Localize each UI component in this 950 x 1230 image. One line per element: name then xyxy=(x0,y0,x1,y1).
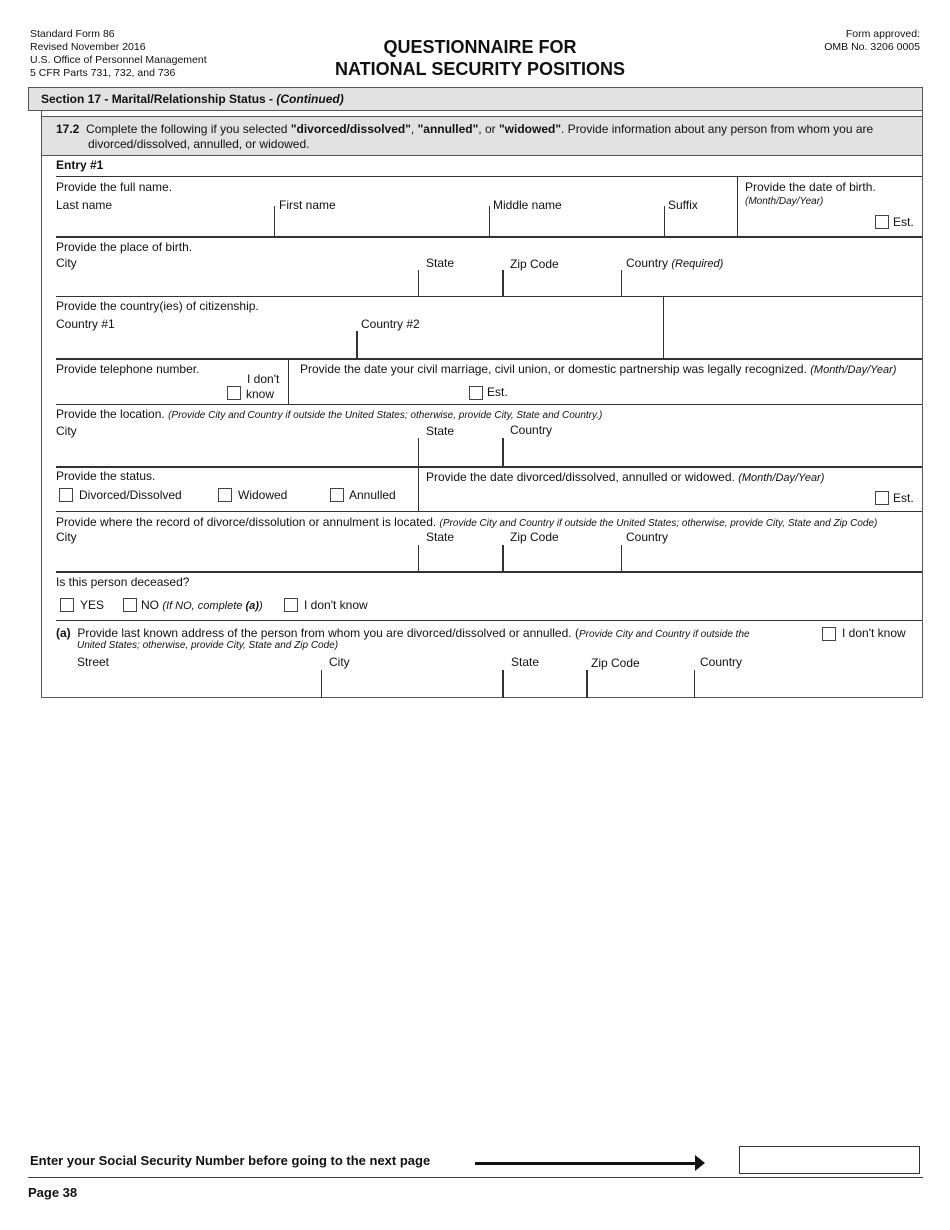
citizenship-prompt: Provide the country(ies) of citizenship. xyxy=(56,299,259,313)
location-country-input[interactable] xyxy=(504,440,922,466)
question-header: 17.2 Complete the following if you selected "divorced/dissolved", "annulled", or "widowed". Provide information about any person from whom you are divorced/dissolved, annulled, or widowed. xyxy=(42,116,922,156)
birth-country-label: Country (Required) xyxy=(626,256,724,270)
address-state-label: State xyxy=(511,655,540,669)
address-prompt: (a) Provide last known address of the person from whom you are divorced/dissolved or annulled. (Provide City and Country if outside the xyxy=(56,626,750,640)
birth-city-input[interactable] xyxy=(56,272,418,296)
birthplace-prompt: Provide the place of birth. xyxy=(56,240,193,254)
phone-input[interactable] xyxy=(56,378,224,404)
field-divider xyxy=(288,358,289,404)
row-divider xyxy=(56,358,922,360)
address-note: United States; otherwise, provide City, State and Zip Code) xyxy=(77,640,339,651)
phone-prompt: Provide telephone number. xyxy=(56,362,200,376)
status-widowed-label: Widowed xyxy=(238,488,288,502)
row-divider xyxy=(56,236,922,238)
birth-state-input[interactable] xyxy=(419,272,502,296)
dob-prompt: Provide the date of birth. xyxy=(745,180,876,194)
status-annulled-label: Annulled xyxy=(349,488,396,502)
first-name-input[interactable] xyxy=(275,212,489,236)
deceased-yes-checkbox[interactable] xyxy=(60,598,74,612)
form-regulation: 5 CFR Parts 731, 732, and 736 xyxy=(30,67,176,79)
record-prompt: Provide where the record of divorce/dissolution or annulment is located. (Provide City and Country if outside the United States; otherwise, provide City, State and Zip Code) xyxy=(56,515,878,529)
status-divorced-checkbox[interactable] xyxy=(59,488,73,502)
dob-estimated-label: Est. xyxy=(893,215,914,229)
union-date-estimated-label: Est. xyxy=(487,385,508,399)
country2-label: Country #2 xyxy=(361,317,420,331)
deceased-yes-label: YES xyxy=(80,598,105,612)
form-number: Standard Form 86 xyxy=(30,28,115,40)
last-name-input[interactable] xyxy=(56,212,274,236)
address-country-input[interactable] xyxy=(695,672,922,698)
record-zip-label: Zip Code xyxy=(510,530,559,544)
status-prompt: Provide the status. xyxy=(56,469,156,483)
status-date-prompt: Provide the date divorced/dissolved, annulled or widowed. (Month/Day/Year) xyxy=(426,470,825,484)
row-divider xyxy=(56,571,922,573)
address-country-label: Country xyxy=(700,655,743,669)
location-state-label: State xyxy=(426,424,455,438)
row-divider xyxy=(56,620,922,621)
form-revision: Revised November 2016 xyxy=(30,41,146,53)
dob-format: (Month/Day/Year) xyxy=(745,196,824,207)
record-country-label: Country xyxy=(626,530,669,544)
country1-label: Country #1 xyxy=(56,317,115,331)
status-widowed-checkbox[interactable] xyxy=(218,488,232,502)
location-city-label: City xyxy=(56,424,77,438)
footer-divider xyxy=(28,1177,923,1178)
address-street-label: Street xyxy=(77,655,110,669)
row-divider xyxy=(56,466,922,468)
address-idk-label: I don't know xyxy=(842,626,906,640)
address-idk-checkbox[interactable] xyxy=(822,627,836,641)
status-date-estimated-checkbox[interactable] xyxy=(875,491,889,505)
ssn-input[interactable] xyxy=(739,1146,920,1174)
field-divider xyxy=(663,296,664,358)
record-city-input[interactable] xyxy=(56,547,418,571)
birth-state-label: State xyxy=(426,256,455,270)
country2-input[interactable] xyxy=(358,333,663,358)
status-divorced-label: Divorced/Dissolved xyxy=(79,488,182,502)
phone-idk-checkbox[interactable] xyxy=(227,386,241,400)
form-identification xyxy=(30,28,207,80)
form-title: QUESTIONNAIRE FOR NATIONAL SECURITY POSITIONS xyxy=(334,37,626,79)
status-date-input[interactable] xyxy=(426,488,866,510)
middle-name-label: Middle name xyxy=(493,198,562,212)
record-state-input[interactable] xyxy=(419,547,502,571)
location-prompt: Provide the location. (Provide City and Country if outside the United States; otherwise, provide City, State and Country.) xyxy=(56,407,603,421)
birth-city-label: City xyxy=(56,256,77,270)
deceased-prompt: Is this person deceased? xyxy=(56,575,190,589)
status-date-estimated-label: Est. xyxy=(893,491,914,505)
address-state-input[interactable] xyxy=(504,672,586,698)
section-header: Section 17 - Marital/Relationship Status - (Continued) xyxy=(28,87,923,111)
country1-input[interactable] xyxy=(56,333,356,358)
page-number: Page 38 xyxy=(28,1185,78,1200)
address-city-input[interactable] xyxy=(322,672,502,698)
record-city-label: City xyxy=(56,530,77,544)
birth-zip-input[interactable] xyxy=(504,272,621,296)
address-zip-label: Zip Code xyxy=(591,656,640,670)
address-street-input[interactable] xyxy=(56,672,321,698)
location-state-input[interactable] xyxy=(419,440,502,466)
address-zip-input[interactable] xyxy=(588,672,694,698)
phone-idk-label: I don't xyxy=(247,372,280,386)
full-name-prompt: Provide the full name. xyxy=(56,180,173,194)
birth-zip-label: Zip Code xyxy=(510,257,559,271)
field-divider xyxy=(418,466,419,511)
suffix-input[interactable] xyxy=(665,212,737,236)
deceased-no-label: NO (If NO, complete (a)) xyxy=(141,598,263,612)
row-divider xyxy=(56,404,922,405)
dob-input[interactable] xyxy=(738,208,868,236)
row-divider xyxy=(56,176,922,177)
row-divider xyxy=(56,511,922,512)
union-date-input[interactable] xyxy=(300,383,465,403)
suffix-label: Suffix xyxy=(668,198,698,212)
union-date-prompt: Provide the date your civil marriage, civil union, or domestic partnership was legally recognized. (Month/Day/Year) xyxy=(300,362,897,376)
arrow-right-icon xyxy=(475,1162,697,1165)
arrow-head-icon xyxy=(695,1155,705,1171)
deceased-no-checkbox[interactable] xyxy=(123,598,137,612)
location-country-label: Country xyxy=(510,423,553,437)
first-name-label: First name xyxy=(279,198,336,212)
record-state-label: State xyxy=(426,530,455,544)
record-country-input[interactable] xyxy=(622,547,922,571)
dob-estimated-checkbox[interactable] xyxy=(875,215,889,229)
ssn-prompt: Enter your Social Security Number before going to the next page xyxy=(30,1153,431,1168)
address-city-label: City xyxy=(329,655,350,669)
union-date-estimated-checkbox[interactable] xyxy=(469,386,483,400)
record-zip-input[interactable] xyxy=(504,547,621,571)
form-approval: Form approved: OMB No. 3206 0005 xyxy=(824,28,920,53)
middle-name-input[interactable] xyxy=(490,212,664,236)
location-city-input[interactable] xyxy=(56,440,418,466)
question-number: 17.2 xyxy=(56,122,80,136)
last-name-label: Last name xyxy=(56,198,113,212)
entry-label: Entry #1 xyxy=(56,158,104,172)
deceased-idk-label: I don't know xyxy=(304,598,368,612)
birth-country-input[interactable] xyxy=(622,272,922,296)
phone-idk-label-2: know xyxy=(246,387,275,401)
status-annulled-checkbox[interactable] xyxy=(330,488,344,502)
form-agency: U.S. Office of Personnel Management xyxy=(30,54,207,66)
deceased-idk-checkbox[interactable] xyxy=(284,598,298,612)
row-divider xyxy=(56,296,922,297)
